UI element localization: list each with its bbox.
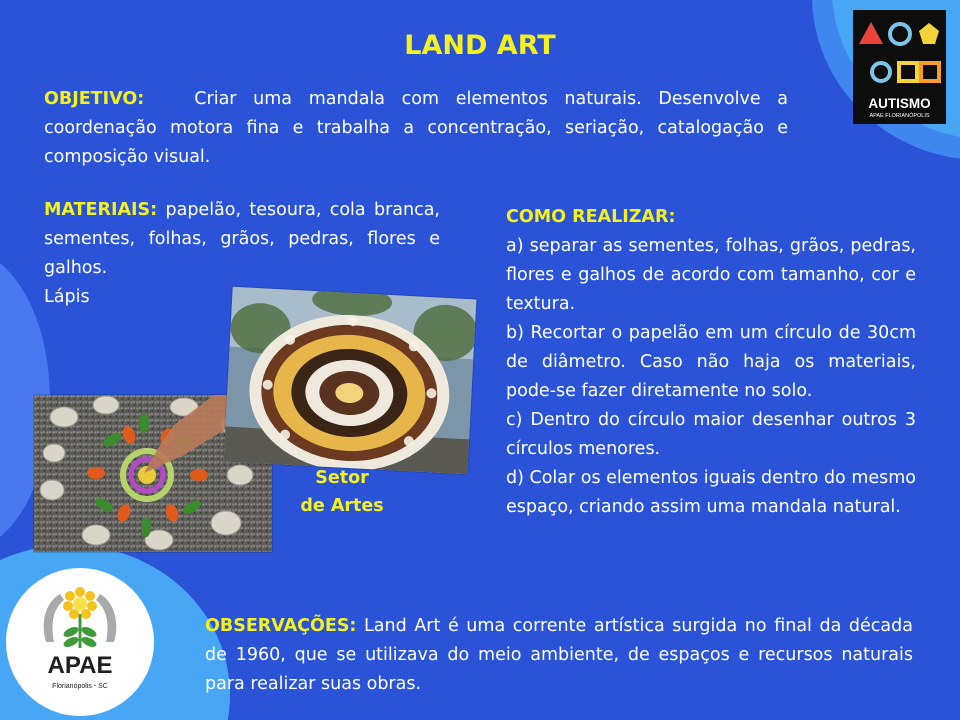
objetivo-label: OBJETIVO: [44,89,145,109]
observacoes-text: Land Art é uma corrente artística surgida no final da década de 1960, que se utilizava do meio ambiente, de espaços e recursos naturais para realizar suas obras. [205,616,913,694]
apae-logo-subtitle: Florianópolis - SC [52,683,108,690]
autismo-logo [853,10,946,124]
autismo-logo-name: AUTISMO [868,96,931,111]
setor-de-artes-caption [292,464,392,520]
como-realizar-label: COMO REALIZAR: [506,207,676,227]
apae-logo-name: APAE [47,652,113,679]
page-title: LAND ART [404,30,556,61]
step-a: a) separar as sementes, folhas, grãos, pedras, flores e galhos de acordo com tamanho, cor e textura. [506,236,916,314]
materiais-label: MATERIAIS: [44,200,158,220]
materiais-extra: Lápis [44,287,90,307]
autismo-shapes-icon [853,10,946,96]
mandala-photo-drawing [224,287,477,475]
apae-flower-icon [36,582,124,654]
step-d: d) Colar os elementos iguais dentro do mesmo espaço, criando assim uma mandala natural. [506,468,917,517]
setor-line1: Setor [315,468,369,488]
mandala-photo [224,287,477,475]
step-c: c) Dentro do círculo maior desenhar outros 3 círculos menores. [506,410,916,459]
setor-line2: de Artes [300,496,384,516]
observacoes-label: OBSERVAÇÕES: [205,616,357,636]
como-realizar-section [506,203,916,522]
observacoes-section [205,612,913,699]
objetivo-section [44,85,788,172]
objetivo-text: Criar uma mandala com elementos naturais. Desenvolve a coordenação motora fina e trabalha a concentração, seriação, catalogação e composição visual. [44,89,788,167]
materiais-text: papelão, tesoura, cola branca, sementes, folhas, grãos, pedras, flores e galhos. [44,200,440,278]
autismo-logo-subtitle: APAE FLORIANÓPOLIS [869,113,930,119]
step-b: b) Recortar o papelão em um círculo de 30cm de diâmetro. Caso não haja os materiais, pode-se fazer diretamente no solo. [506,323,916,401]
